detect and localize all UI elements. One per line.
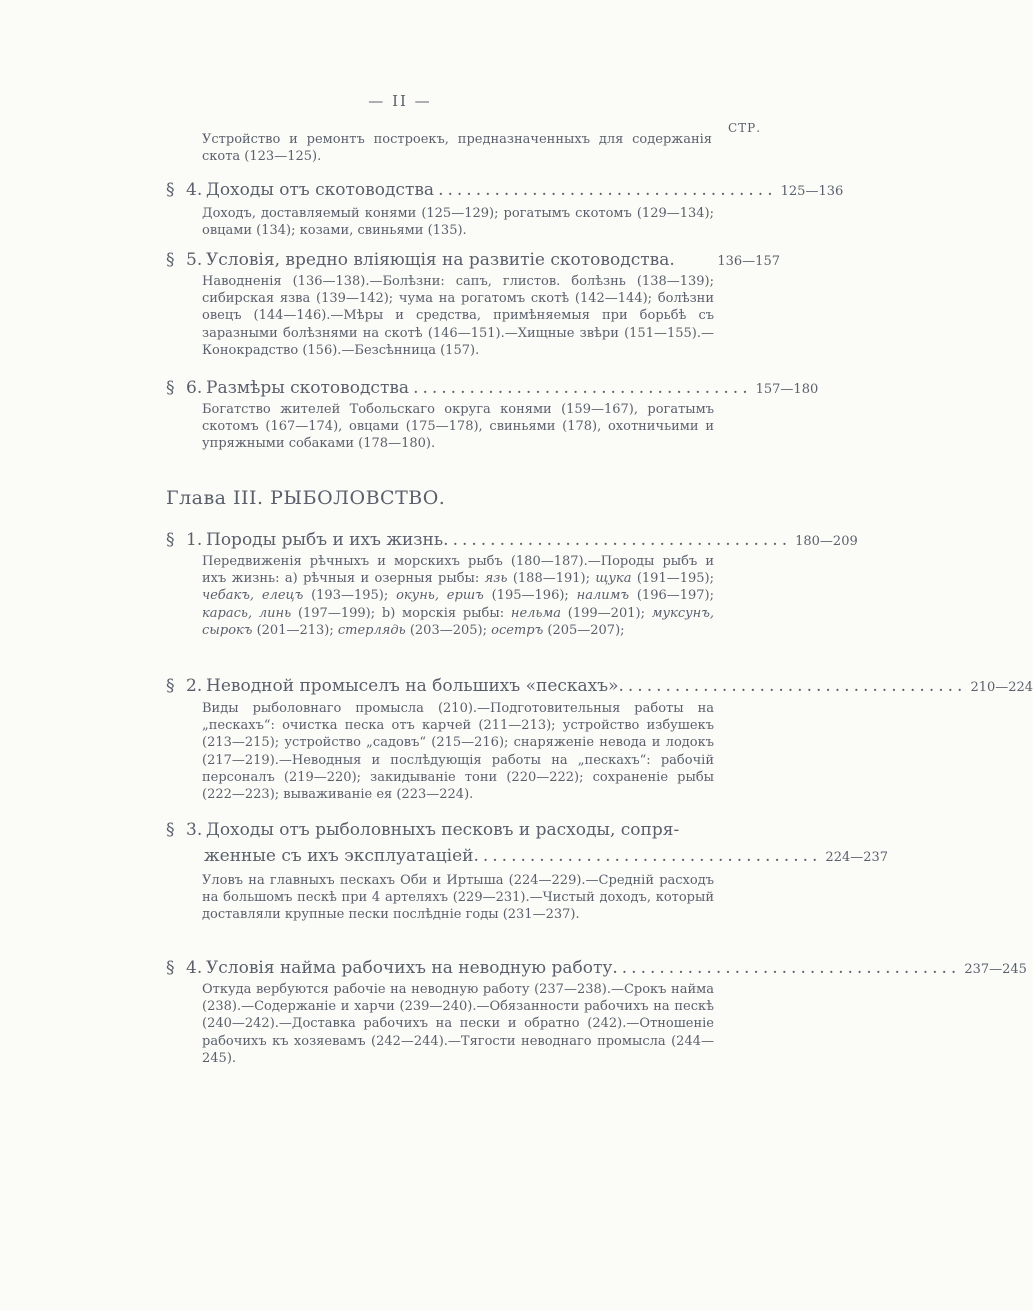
fish-name: налимъ [576, 588, 630, 604]
section-entry-continued [204, 846, 889, 868]
desc-text: (197—199); b) морскія рыбы: [291, 605, 511, 621]
desc-text: (188—191); [507, 571, 596, 587]
section-pages: 180—209 [795, 534, 858, 549]
leader-dots: .................................... [438, 180, 777, 200]
section-entry [166, 378, 819, 400]
desc-text: (205—207); [543, 622, 625, 638]
section-pages: 210—224 [970, 680, 1033, 695]
fish-name: чебакъ, елецъ [202, 588, 304, 604]
section-number: 3. [186, 820, 203, 840]
page-column-header: СТР. [728, 121, 762, 135]
section-entry [166, 250, 780, 272]
desc-text: (195—196); [483, 588, 577, 604]
fish-name: стерлядь [337, 622, 406, 638]
section-pages: 125—136 [780, 184, 844, 199]
section-pages: 136—157 [717, 254, 780, 269]
section-entry [166, 676, 1033, 698]
section-title: Неводной промыселъ на большихъ «пескахъ». [206, 676, 624, 696]
section-title: Условія найма рабочихъ на неводную работу. [206, 958, 618, 978]
section-title: Доходы отъ скотоводства [206, 180, 435, 200]
section-pages: 237—245 [964, 962, 1027, 977]
desc-text: (191—195); [631, 571, 714, 587]
fish-name: осетръ [491, 622, 544, 638]
section-description [202, 553, 714, 639]
leader-dots: .................................... [482, 846, 822, 866]
section-number: 4. [186, 958, 203, 978]
leader-dots: .................................... [413, 378, 752, 398]
section-description: Уловъ на главныхъ пескахъ Оби и Иртыша (224—229).—Средній расходъ на большомъ пескѣ при 4 артеляхъ (229—231).—Чистый доходъ, который доставляли крупные пески послѣдніе годы (231—237). [202, 873, 714, 923]
chapter-heading: Глава III. РЫБОЛОВСТВО. [166, 487, 446, 509]
section-description: Виды рыболовнаго промысла (210).—Подготовительныя работы на „пескахъ“: очистка песка отъ карчей (211—213); устройство избушекъ (213—215); устройство „садовъ“ (215—216); снаряженіе невода и лодокъ (217—219).—Неводныя и послѣдующія работы на „пескахъ“: рабочій персоналъ (219—220); закидываніе тони (220—222); сохраненіе рыбы (222—223); вываживаніе ея (223—224). [202, 701, 714, 803]
section-entry [166, 820, 780, 842]
section-mark: § [166, 958, 175, 978]
section-entry [166, 180, 844, 202]
fish-name: щука [595, 571, 632, 587]
section-mark: § [166, 378, 175, 398]
section-pages: 157—180 [755, 382, 819, 397]
leader-dots: .................................... [621, 958, 961, 978]
desc-text: (193—195); [303, 588, 397, 604]
fish-name: муксунъ, сырокъ [202, 605, 714, 638]
section-number: 4. [186, 180, 203, 200]
section-description: Доходъ, доставляемый конями (125—129); рогатымъ скотомъ (129—134); овцами (134); козами, свиньями (135). [202, 206, 714, 239]
desc-text: Передвиженія рѣчныхъ и морскихъ рыбъ (180—187).—Породы рыбъ и ихъ жизнь: а) рѣчныя и озерныя рыбы: [202, 554, 714, 587]
section-mark: § [166, 820, 175, 840]
desc-text: (201—213); [252, 622, 338, 638]
section-number: 5. [186, 250, 203, 270]
leader-dots: .................................... [452, 530, 792, 550]
page-number: — II — [368, 92, 432, 110]
intro-text: Устройство и ремонтъ построекъ, предназначенныхъ для содержанія скота (123—125). [202, 132, 712, 165]
fish-name: карась, линь [202, 605, 292, 621]
section-entry [166, 958, 1027, 980]
section-description: Богатство жителей Тобольскаго округа конями (159—167), рогатымъ скотомъ (167—174), овцами (175—178), свиньями (178), охотничьими и упряжными собаками (178—180). [202, 402, 714, 452]
section-mark: § [166, 530, 175, 550]
section-mark: § [166, 250, 175, 270]
section-description: Откуда вербуются рабочіе на неводную работу (237—238).—Срокъ найма (238).—Содержаніе и харчи (239—240).—Обязанности рабочихъ на пескѣ (240—242).—Доставка рабочихъ на пески и обратно (242).—Отношеніе рабочихъ къ хозяевамъ (242—244).—Тягости неводнаго промысла (244—245). [202, 982, 714, 1066]
section-title: Размѣры скотоводства [206, 378, 410, 398]
desc-text: (203—205); [405, 622, 492, 638]
section-entry [166, 530, 858, 552]
section-number: 6. [186, 378, 203, 398]
section-pages: 224—237 [825, 850, 889, 865]
section-number: 2. [186, 676, 203, 696]
section-title: Доходы отъ рыболовныхъ песковъ и расходы, сопря- [206, 820, 680, 840]
section-mark: § [166, 180, 175, 200]
fish-name: язь [484, 571, 508, 587]
section-number: 1. [186, 530, 203, 550]
desc-text: (199—201); [561, 605, 652, 621]
section-mark: § [166, 676, 175, 696]
section-title: Условія, вредно вліяющія на развитіе скотоводства. [206, 250, 675, 270]
section-title-continued: женные съ ихъ эксплуатаціей. [204, 846, 479, 866]
fish-name: окунь, ершъ [396, 588, 484, 604]
fish-name: нельма [510, 605, 562, 621]
section-description: Наводненія (136—138).—Болѣзни: сапъ, глистов. болѣзнь (138—139); сибирская язва (139—142); чума на рогатомъ скотѣ (142—144); болѣзни овецъ (144—146).—Мѣры и средства, примѣняемыя при борьбѣ съ заразными болѣзнями на скотѣ (146—151).—Хищные звѣри (151—155).—Конокрадство (156).—Безсѣнница (157). [202, 274, 714, 358]
leader-dots: .................................... [627, 676, 967, 696]
section-title: Породы рыбъ и ихъ жизнь. [206, 530, 449, 550]
desc-text: (196—197); [629, 588, 715, 604]
